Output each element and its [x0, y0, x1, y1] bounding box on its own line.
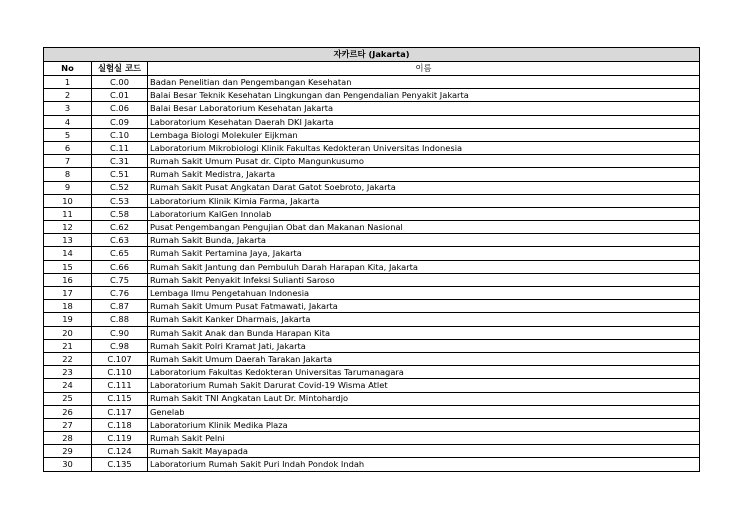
column-header-no: No [44, 62, 92, 76]
table-row [44, 339, 700, 352]
table-row [44, 155, 700, 168]
row-number: 10 [44, 194, 92, 207]
table-row [44, 379, 700, 392]
lab-name: Rumah Sakit Penyakit Infeksi Sulianti Saroso [148, 273, 700, 286]
lab-code: C.75 [92, 273, 148, 286]
table-row [44, 221, 700, 234]
row-number: 4 [44, 115, 92, 128]
lab-name: Rumah Sakit Umum Daerah Tarakan Jakarta [148, 352, 700, 365]
table-row [44, 89, 700, 102]
lab-name: Rumah Sakit Jantung dan Pembuluh Darah Harapan Kita, Jakarta [148, 260, 700, 273]
table-row [44, 181, 700, 194]
lab-name: Rumah Sakit Kanker Dharmais, Jakarta [148, 313, 700, 326]
table-row [44, 207, 700, 220]
table-row [44, 194, 700, 207]
lab-code: C.51 [92, 168, 148, 181]
lab-name: Rumah Sakit TNI Angkatan Laut Dr. Mintohardjo [148, 392, 700, 405]
lab-code: C.66 [92, 260, 148, 273]
lab-name: Lembaga Biologi Molekuler Eijkman [148, 128, 700, 141]
lab-code: C.63 [92, 234, 148, 247]
table-row [44, 168, 700, 181]
lab-name: Rumah Sakit Umum Pusat Fatmawati, Jakarta [148, 300, 700, 313]
row-number: 5 [44, 128, 92, 141]
lab-name: Rumah Sakit Mayapada [148, 445, 700, 458]
lab-name: Pusat Pengembangan Pengujian Obat dan Makanan Nasional [148, 221, 700, 234]
lab-code: C.53 [92, 194, 148, 207]
lab-name: Laboratorium Rumah Sakit Puri Indah Pondok Indah [148, 458, 700, 471]
lab-name: Laboratorium Klinik Kimia Farma, Jakarta [148, 194, 700, 207]
lab-name: Lembaga Ilmu Pengetahuan Indonesia [148, 287, 700, 300]
row-number: 18 [44, 300, 92, 313]
table-row [44, 405, 700, 418]
row-number: 19 [44, 313, 92, 326]
row-number: 6 [44, 141, 92, 154]
lab-code: C.31 [92, 155, 148, 168]
lab-code: C.52 [92, 181, 148, 194]
table-row [44, 141, 700, 154]
lab-code: C.135 [92, 458, 148, 471]
lab-name: Rumah Sakit Pertamina Jaya, Jakarta [148, 247, 700, 260]
column-header-name: 이름 [148, 62, 700, 76]
lab-code: C.06 [92, 102, 148, 115]
table-row [44, 287, 700, 300]
table-row [44, 260, 700, 273]
row-number: 3 [44, 102, 92, 115]
table-row [44, 300, 700, 313]
lab-name: Laboratorium Rumah Sakit Darurat Covid-19 Wisma Atlet [148, 379, 700, 392]
row-number: 20 [44, 326, 92, 339]
table-row [44, 392, 700, 405]
table-row [44, 352, 700, 365]
table-row [44, 458, 700, 471]
lab-name: Genelab [148, 405, 700, 418]
table-row [44, 247, 700, 260]
row-number: 15 [44, 260, 92, 273]
lab-code: C.76 [92, 287, 148, 300]
lab-code: C.11 [92, 141, 148, 154]
row-number: 7 [44, 155, 92, 168]
lab-code: C.90 [92, 326, 148, 339]
lab-name: Badan Penelitian dan Pengembangan Kesehatan [148, 76, 700, 89]
row-number: 14 [44, 247, 92, 260]
table-row [44, 115, 700, 128]
row-number: 23 [44, 366, 92, 379]
table-row [44, 313, 700, 326]
row-number: 17 [44, 287, 92, 300]
table-row [44, 128, 700, 141]
table-row [44, 102, 700, 115]
row-number: 26 [44, 405, 92, 418]
row-number: 16 [44, 273, 92, 286]
table-title-row [44, 48, 700, 62]
column-header-lab-code: 실험실 코드 [92, 62, 148, 76]
table-row [44, 432, 700, 445]
lab-name: Rumah Sakit Anak dan Bunda Harapan Kita [148, 326, 700, 339]
lab-code: C.87 [92, 300, 148, 313]
lab-name: Rumah Sakit Bunda, Jakarta [148, 234, 700, 247]
table-header-row [44, 62, 700, 76]
row-number: 8 [44, 168, 92, 181]
row-number: 2 [44, 89, 92, 102]
lab-code: C.09 [92, 115, 148, 128]
row-number: 30 [44, 458, 92, 471]
lab-name: Laboratorium KalGen Innolab [148, 207, 700, 220]
table-body [44, 76, 700, 472]
lab-name: Rumah Sakit Pusat Angkatan Darat Gatot Soebroto, Jakarta [148, 181, 700, 194]
row-number: 25 [44, 392, 92, 405]
row-number: 27 [44, 418, 92, 431]
row-number: 12 [44, 221, 92, 234]
lab-code: C.10 [92, 128, 148, 141]
lab-code: C.98 [92, 339, 148, 352]
table-row [44, 273, 700, 286]
lab-name: Laboratorium Klinik Medika Plaza [148, 418, 700, 431]
table-row [44, 445, 700, 458]
lab-code: C.119 [92, 432, 148, 445]
lab-name: Rumah Sakit Umum Pusat dr. Cipto Mangunkusumo [148, 155, 700, 168]
lab-code: C.110 [92, 366, 148, 379]
row-number: 11 [44, 207, 92, 220]
lab-name: Rumah Sakit Polri Kramat Jati, Jakarta [148, 339, 700, 352]
row-number: 21 [44, 339, 92, 352]
lab-code: C.107 [92, 352, 148, 365]
row-number: 13 [44, 234, 92, 247]
lab-code: C.124 [92, 445, 148, 458]
table-row [44, 418, 700, 431]
lab-name: Rumah Sakit Medistra, Jakarta [148, 168, 700, 181]
table-row [44, 234, 700, 247]
lab-code: C.62 [92, 221, 148, 234]
lab-code: C.65 [92, 247, 148, 260]
lab-code: C.118 [92, 418, 148, 431]
row-number: 29 [44, 445, 92, 458]
lab-code: C.00 [92, 76, 148, 89]
laboratory-table [43, 47, 700, 472]
row-number: 1 [44, 76, 92, 89]
table-row [44, 366, 700, 379]
table-row [44, 326, 700, 339]
table-title: 자카르타 (Jakarta) [44, 48, 700, 62]
row-number: 28 [44, 432, 92, 445]
lab-code: C.117 [92, 405, 148, 418]
lab-code: C.115 [92, 392, 148, 405]
table-row [44, 76, 700, 89]
row-number: 9 [44, 181, 92, 194]
row-number: 24 [44, 379, 92, 392]
lab-name: Laboratorium Kesehatan Daerah DKI Jakarta [148, 115, 700, 128]
lab-name: Laboratorium Mikrobiologi Klinik Fakultas Kedokteran Universitas Indonesia [148, 141, 700, 154]
lab-name: Rumah Sakit Pelni [148, 432, 700, 445]
lab-code: C.01 [92, 89, 148, 102]
lab-name: Balai Besar Teknik Kesehatan Lingkungan dan Pengendalian Penyakit Jakarta [148, 89, 700, 102]
lab-code: C.58 [92, 207, 148, 220]
lab-code: C.111 [92, 379, 148, 392]
lab-name: Balai Besar Laboratorium Kesehatan Jakarta [148, 102, 700, 115]
lab-name: Laboratorium Fakultas Kedokteran Universitas Tarumanagara [148, 366, 700, 379]
row-number: 22 [44, 352, 92, 365]
lab-code: C.88 [92, 313, 148, 326]
